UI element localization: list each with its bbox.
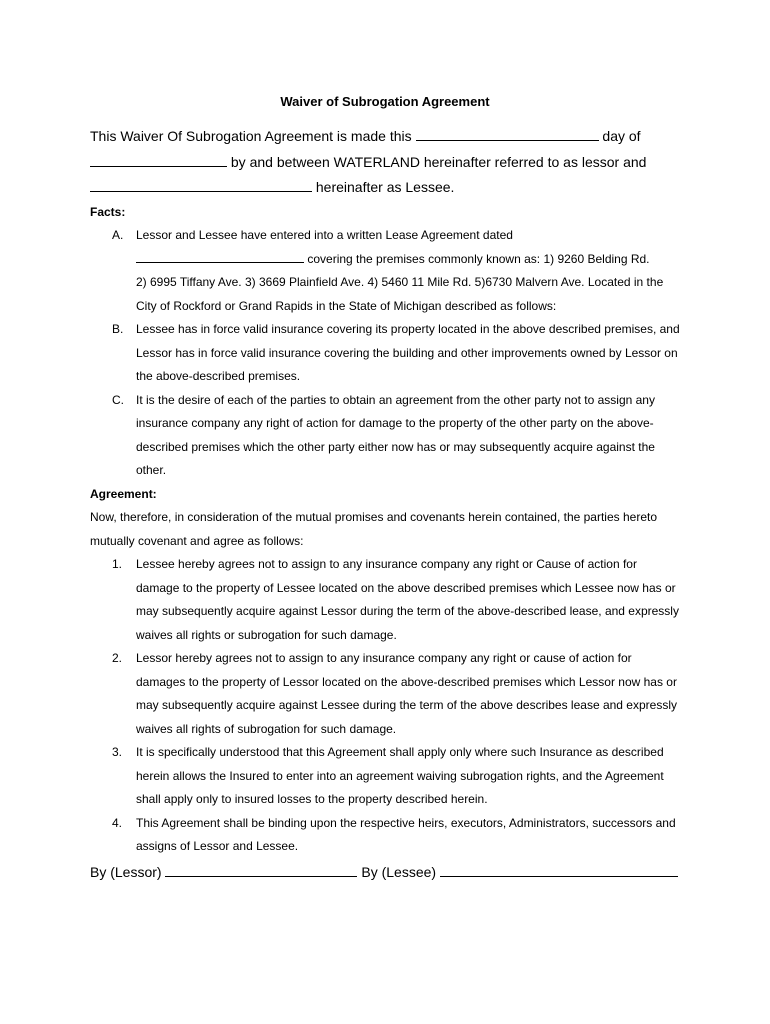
agreement-item-2 <box>90 647 680 741</box>
agreement-item-4 <box>90 812 680 859</box>
lessor-signature-blank[interactable] <box>165 864 357 877</box>
intro-text-3: by and between WATERLAND hereinafter referred to as lessor and <box>230 153 647 170</box>
lease-date-blank[interactable] <box>136 250 304 263</box>
lessor-signature-label: By (Lessor) <box>90 863 162 880</box>
agreement-marker: 1. <box>112 557 123 571</box>
agreement-marker: 4. <box>112 815 123 830</box>
agreement-marker: 3. <box>112 745 123 759</box>
lessee-name-blank[interactable] <box>90 179 312 192</box>
fact-marker: C. <box>112 392 124 407</box>
agreement-text: Lessor hereby agrees not to assign to any insurance company any right or cause of action for damages to the property of Lessor located on the above-described premises which Lessor now has or may subsequently acquire against Lessee during the term of the above describes lease and expressly waives all rights of subrogation for such damage. <box>136 651 677 736</box>
agreement-heading: Agreement: <box>90 486 157 501</box>
fact-a-rest: 2) 6995 Tiffany Ave. 3) 3669 Plainfield Ave. 4) 5460 11 Mile Rd. 5)6730 Malvern Ave. Located in the City of Rockford or Grand Rapids in the State of Michigan described as follows: <box>136 275 664 313</box>
agreement-text: Lessee hereby agrees not to assign to any insurance company any right or Cause of action for damage to the property of Lessee located on the above described premises which Lessee now has or may subsequently acquire against Lessor during the term of the above-described lease, and expressly waives all rights or subrogation for such damage. <box>136 557 679 642</box>
document-title: Waiver of Subrogation Agreement <box>280 94 490 109</box>
fact-item-a <box>90 224 680 318</box>
fact-item-b <box>90 318 680 389</box>
agreement-text: This Agreement shall be binding upon the respective heirs, executors, Administrators, successors and assigns of Lessor and Lessee. <box>136 815 676 853</box>
agreement-item-1 <box>90 553 680 647</box>
lessee-signature-blank[interactable] <box>440 864 678 877</box>
agreement-item-3 <box>90 741 680 812</box>
intro-text-4: hereinafter as Lessee. <box>315 179 455 195</box>
fact-a-line2: covering the premises commonly known as: 1) 9260 Belding Rd. <box>307 251 650 266</box>
agreement-preamble: Now, therefore, in consideration of the mutual promises and covenants herein contained, the parties hereto mutually covenant and agree as follows: <box>90 510 658 548</box>
signature-line <box>90 861 770 883</box>
facts-heading: Facts: <box>90 204 126 219</box>
fact-item-c <box>90 389 680 483</box>
intro-text-1: This Waiver Of Subrogation Agreement is made this <box>90 128 412 144</box>
fact-text: Lessee has in force valid insurance covering its property located in the above described premises, and Lessor has in force valid insurance covering the building and other improvements owned by Lessor on the above-described premises. <box>136 322 680 383</box>
agreement-marker: 2. <box>112 651 123 665</box>
date-month-blank[interactable] <box>90 154 227 167</box>
intro-paragraph <box>90 124 690 201</box>
intro-text-2: day of <box>602 128 641 144</box>
fact-text: It is the desire of each of the parties to obtain an agreement from the other party not to assign any insurance company any right of action for damage to the property of the other party on the above-described premises which the other party either now has or may subsequently acquire against the other. <box>136 392 655 477</box>
agreement-text: It is specifically understood that this Agreement shall apply only where such Insurance as described herein allows the Insured to enter into an agreement waiving subrogation rights, and the Agreement shall apply only to insured losses to the property described herein. <box>136 745 664 806</box>
lessee-signature-label: By (Lessee) <box>361 863 437 880</box>
date-day-blank[interactable] <box>416 128 599 141</box>
fact-a-line1: Lessor and Lessee have entered into a written Lease Agreement dated <box>136 228 513 242</box>
fact-marker: A. <box>112 228 124 242</box>
fact-marker: B. <box>112 322 124 336</box>
